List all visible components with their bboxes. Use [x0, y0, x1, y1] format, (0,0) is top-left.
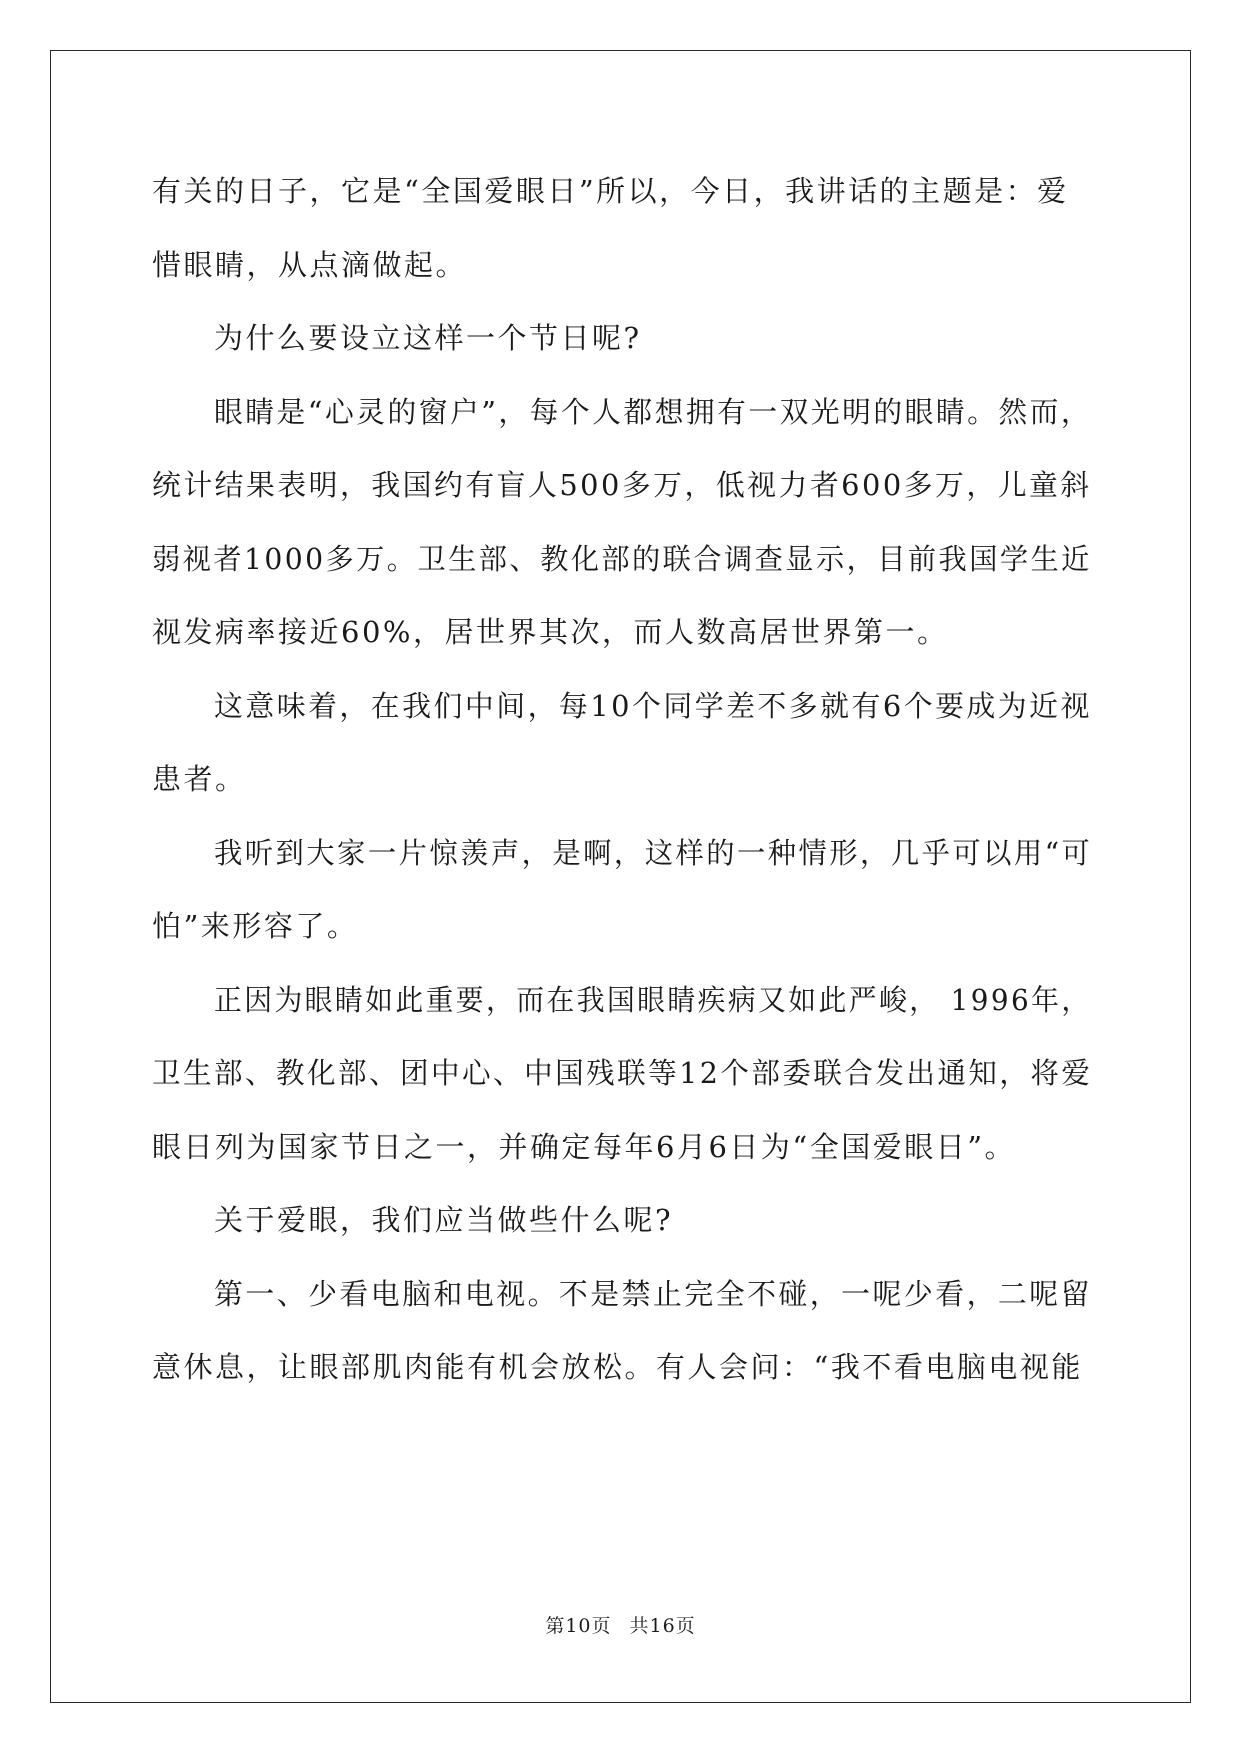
text-line: 这意味着，在我们中间，每10个同学差不多就有6个要成为近视 — [214, 689, 1092, 723]
text-line: 视发病率接近60%，居世界其次，而人数高居世界第一。 — [152, 615, 949, 649]
text-line: 眼日列为国家节日之一，并确定每年6月6日为“全国爱眼日”。 — [152, 1130, 1017, 1164]
text-line: 惜眼睛，从点滴做起。 — [152, 248, 468, 282]
text-line: 患者。 — [152, 762, 247, 796]
text-line: 为什么要设立这样一个节日呢? — [214, 321, 642, 355]
total-pages: 共16页 — [629, 1615, 696, 1637]
text-line: 正因为眼睛如此重要，而在我国眼睛疾病又如此严峻， 1996年， — [214, 983, 1092, 1017]
text-line: 我听到大家一片惊羡声，是啊，这样的一种情形，几乎可以用“可 — [214, 836, 1093, 870]
text-line: 怕”来形容了。 — [152, 909, 359, 943]
text-line: 第一、少看电脑和电视。不是禁止完全不碰，一呢少看，二呢留 — [214, 1277, 1093, 1311]
page-footer — [0, 1614, 1241, 1638]
text-line: 眼睛是“心灵的窗户”，每个人都想拥有一双光明的眼睛。然而， — [214, 395, 1093, 429]
text-line: 统计结果表明，我国约有盲人500多万，低视力者600多万，儿童斜 — [152, 468, 1092, 502]
text-line: 卫生部、教化部、团中心、中国残联等12个部委联合发出通知，将爱 — [152, 1056, 1093, 1090]
text-line: 有关的日子，它是“全国爱眼日”所以，今日，我讲话的主题是：爱 — [152, 174, 1069, 208]
page-border — [50, 50, 1191, 1703]
text-line: 意休息，让眼部肌肉能有机会放松。有人会问：“我不看电脑电视能 — [152, 1350, 1083, 1384]
text-line: 弱视者1000多万。卫生部、教化部的联合调查显示，目前我国学生近 — [152, 542, 1092, 576]
text-line: 关于爱眼，我们应当做些什么呢? — [214, 1203, 674, 1237]
page-number: 第10页 — [545, 1615, 612, 1637]
